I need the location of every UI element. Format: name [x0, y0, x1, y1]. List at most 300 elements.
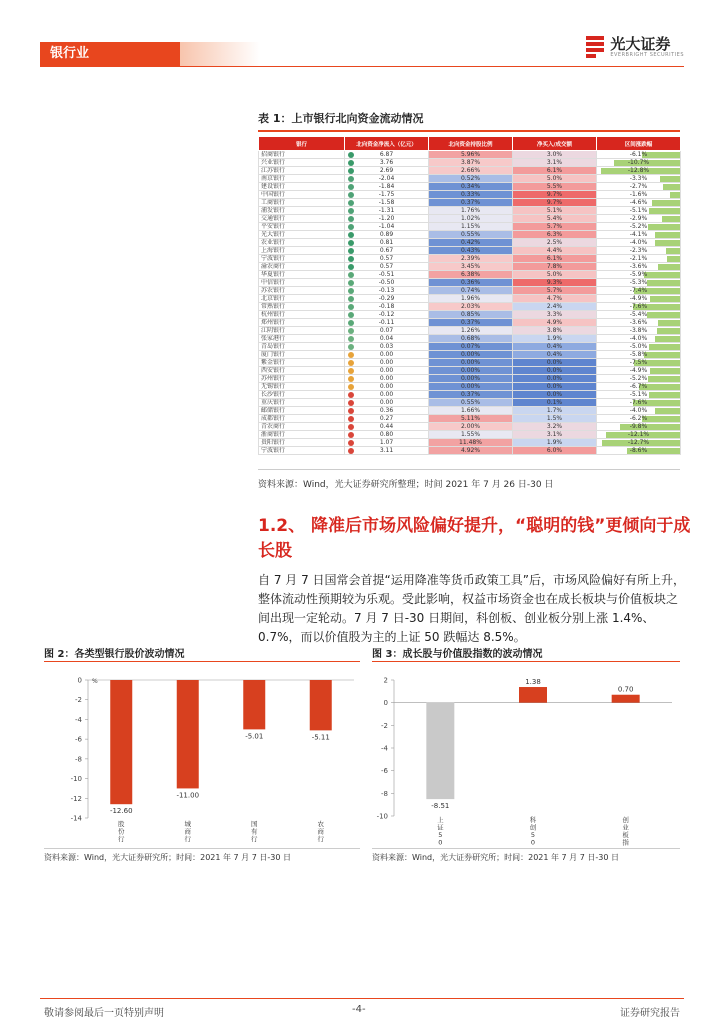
indicator-dot-icon — [348, 344, 354, 350]
net-inflow-cell: -0.11 — [345, 319, 429, 327]
buy-turnover-cell: 5.7% — [513, 223, 597, 231]
bank-name: 渝农商行 — [259, 263, 345, 271]
net-inflow-cell: 0.03 — [345, 343, 429, 351]
indicator-dot-icon — [348, 384, 354, 390]
change-cell: -6.2% — [597, 415, 681, 423]
bank-name: 招商银行 — [259, 151, 345, 159]
net-inflow-cell: 0.57 — [345, 263, 429, 271]
indicator-dot-icon — [348, 416, 354, 422]
bank-name: 兴业银行 — [259, 159, 345, 167]
indicator-dot-icon — [348, 304, 354, 310]
y-tick-label: -12 — [70, 794, 82, 803]
buy-turnover-cell: 0.1% — [513, 399, 597, 407]
indicator-dot-icon — [348, 432, 354, 438]
fig2-title: 图 2：各类型银行股价波动情况 — [44, 649, 185, 660]
change-cell: -5.2% — [597, 223, 681, 231]
bar-value-label: -8.51 — [431, 802, 450, 811]
buy-turnover-cell: 5.0% — [513, 175, 597, 183]
table-header-cell: 银行 — [259, 137, 345, 151]
fig3-bottom-line — [372, 848, 680, 849]
bank-name: 邮储银行 — [259, 407, 345, 415]
bank-name: 浙商银行 — [259, 431, 345, 439]
table-row — [259, 439, 681, 447]
change-cell: -5.0% — [597, 343, 681, 351]
net-inflow-cell: 0.89 — [345, 231, 429, 239]
fig3-title: 图 3：成长股与价值股指数的波动情况 — [372, 649, 543, 660]
holding-ratio-cell: 2.00% — [429, 423, 513, 431]
bar — [612, 695, 640, 703]
net-inflow-cell: -0.18 — [345, 303, 429, 311]
page-number: -4- — [352, 1004, 366, 1015]
indicator-dot-icon — [348, 272, 354, 278]
bank-name: 北京银行 — [259, 295, 345, 303]
bar-value-label: -11.00 — [176, 791, 200, 800]
footer-divider — [40, 998, 684, 999]
change-bar — [648, 224, 680, 230]
table-row — [259, 375, 681, 383]
holding-ratio-cell: 0.36% — [429, 279, 513, 287]
bar-value-label: -12.60 — [109, 807, 133, 816]
table-row — [259, 383, 681, 391]
holding-ratio-cell: 1.76% — [429, 207, 513, 215]
table-row — [259, 327, 681, 335]
holding-ratio-cell: 0.00% — [429, 367, 513, 375]
buy-turnover-cell: 6.0% — [513, 447, 597, 455]
buy-turnover-cell: 0.0% — [513, 391, 597, 399]
category-label: 上证 5 0 — [437, 816, 444, 846]
change-cell: -10.7% — [597, 159, 681, 167]
change-cell: -5.8% — [597, 351, 681, 359]
net-inflow-cell: -0.12 — [345, 311, 429, 319]
fig3-chart — [372, 666, 680, 846]
table-row — [259, 215, 681, 223]
change-bar — [655, 408, 680, 414]
bar-value-label: -5.01 — [245, 732, 264, 741]
buy-turnover-cell: 4.9% — [513, 319, 597, 327]
buy-turnover-cell: 3.1% — [513, 159, 597, 167]
header-gradient — [180, 42, 260, 66]
bank-name: 光大银行 — [259, 231, 345, 239]
fig3-divider — [372, 661, 680, 662]
net-inflow-cell: 2.69 — [345, 167, 429, 175]
net-inflow-cell: 0.57 — [345, 255, 429, 263]
bank-flow-table — [258, 130, 680, 470]
change-cell: -7.6% — [597, 399, 681, 407]
table-row — [259, 175, 681, 183]
holding-ratio-cell: 0.00% — [429, 359, 513, 367]
fig3-source: 资料来源：Wind，光大证券研究所；时间：2021 年 7 月 7 日-30 日 — [372, 853, 619, 862]
change-cell: -5.2% — [597, 375, 681, 383]
indicator-dot-icon — [348, 200, 354, 206]
brand-mark-icon — [586, 36, 604, 58]
net-inflow-cell: 0.00 — [345, 359, 429, 367]
holding-ratio-cell: 2.03% — [429, 303, 513, 311]
header-divider — [40, 66, 684, 67]
change-cell: -5.1% — [597, 207, 681, 215]
table-row — [259, 415, 681, 423]
bank-name: 农业银行 — [259, 239, 345, 247]
net-inflow-cell: 0.00 — [345, 375, 429, 383]
bank-name: 上海银行 — [259, 247, 345, 255]
indicator-dot-icon — [348, 256, 354, 262]
holding-ratio-cell: 0.00% — [429, 351, 513, 359]
change-cell: -12.8% — [597, 167, 681, 175]
change-cell: -5.1% — [597, 391, 681, 399]
table-row — [259, 183, 681, 191]
change-bar — [655, 232, 680, 238]
holding-ratio-cell: 0.74% — [429, 287, 513, 295]
change-cell: -2.9% — [597, 215, 681, 223]
indicator-dot-icon — [348, 168, 354, 174]
change-bar — [649, 392, 680, 398]
table-header-row — [259, 137, 681, 151]
holding-ratio-cell: 0.85% — [429, 311, 513, 319]
bank-name: 无锡银行 — [259, 383, 345, 391]
buy-turnover-cell: 6.1% — [513, 167, 597, 175]
footer-disclaimer: 敬请参阅最后一页特别声明 — [44, 1008, 164, 1019]
table-row — [259, 231, 681, 239]
change-cell: -4.0% — [597, 239, 681, 247]
indicator-dot-icon — [348, 216, 354, 222]
change-cell: -4.6% — [597, 199, 681, 207]
indicator-dot-icon — [348, 248, 354, 254]
holding-ratio-cell: 0.55% — [429, 231, 513, 239]
change-cell: -7.5% — [597, 359, 681, 367]
table-title: 表 1：上市银行北向资金流动情况 — [258, 112, 424, 125]
indicator-dot-icon — [348, 152, 354, 158]
change-bar — [620, 424, 680, 430]
buy-turnover-cell: 4.7% — [513, 295, 597, 303]
bank-name: 中国银行 — [259, 191, 345, 199]
indicator-dot-icon — [348, 224, 354, 230]
holding-ratio-cell: 1.66% — [429, 407, 513, 415]
holding-ratio-cell: 1.02% — [429, 215, 513, 223]
holding-ratio-cell: 0.00% — [429, 375, 513, 383]
net-inflow-cell: 0.36 — [345, 407, 429, 415]
holding-ratio-cell: 0.55% — [429, 399, 513, 407]
table-row — [259, 343, 681, 351]
table-row — [259, 287, 681, 295]
net-inflow-cell: 0.80 — [345, 431, 429, 439]
table-row — [259, 255, 681, 263]
change-cell: -2.7% — [597, 183, 681, 191]
change-bar — [650, 368, 680, 374]
table-row — [259, 399, 681, 407]
y-tick-label: -8 — [381, 789, 388, 798]
table-row — [259, 207, 681, 215]
buy-turnover-cell: 6.3% — [513, 231, 597, 239]
net-inflow-cell: -0.51 — [345, 271, 429, 279]
indicator-dot-icon — [348, 360, 354, 366]
change-cell: -3.8% — [597, 327, 681, 335]
bank-name: 苏州银行 — [259, 375, 345, 383]
net-inflow-cell: 6.87 — [345, 151, 429, 159]
change-cell: -12.7% — [597, 439, 681, 447]
table-header-cell: 北向资金净流入（亿元） — [345, 137, 429, 151]
change-cell: -4.0% — [597, 335, 681, 343]
bar-value-label: -5.11 — [311, 733, 330, 742]
buy-turnover-cell: 3.3% — [513, 311, 597, 319]
buy-turnover-cell: 9.7% — [513, 199, 597, 207]
holding-ratio-cell: 3.87% — [429, 159, 513, 167]
footer-report-type: 证券研究报告 — [620, 1008, 680, 1019]
y-tick-label: 2 — [383, 676, 388, 685]
table-row — [259, 263, 681, 271]
buy-turnover-cell: 3.8% — [513, 327, 597, 335]
net-inflow-cell: 0.67 — [345, 247, 429, 255]
holding-ratio-cell: 0.00% — [429, 383, 513, 391]
bar — [243, 680, 265, 729]
bank-name: 交通银行 — [259, 215, 345, 223]
buy-turnover-cell: 6.1% — [513, 255, 597, 263]
bank-name: 西安银行 — [259, 367, 345, 375]
category-label: 城商行 — [184, 820, 191, 843]
net-inflow-cell: 0.00 — [345, 351, 429, 359]
change-bar — [644, 352, 680, 358]
bank-name: 张家港行 — [259, 335, 345, 343]
indicator-dot-icon — [348, 296, 354, 302]
change-bar — [649, 344, 680, 350]
y-tick-label: -8 — [75, 755, 82, 764]
buy-turnover-cell: 3.0% — [513, 151, 597, 159]
buy-turnover-cell: 9.7% — [513, 191, 597, 199]
indicator-dot-icon — [348, 288, 354, 294]
buy-turnover-cell: 4.4% — [513, 247, 597, 255]
buy-turnover-cell: 0.0% — [513, 359, 597, 367]
net-inflow-cell: -2.04 — [345, 175, 429, 183]
holding-ratio-cell: 0.68% — [429, 335, 513, 343]
change-bar — [652, 200, 680, 206]
holding-ratio-cell: 0.37% — [429, 199, 513, 207]
table-header-cell: 区间涨跌幅 — [597, 137, 681, 151]
indicator-dot-icon — [348, 192, 354, 198]
holding-ratio-cell: 0.37% — [429, 319, 513, 327]
change-cell: -12.1% — [597, 431, 681, 439]
holding-ratio-cell: 1.26% — [429, 327, 513, 335]
change-cell: -7.6% — [597, 303, 681, 311]
indicator-dot-icon — [348, 440, 354, 446]
table-row — [259, 199, 681, 207]
change-bar — [658, 320, 680, 326]
net-inflow-cell: 1.07 — [345, 439, 429, 447]
table-row — [259, 447, 681, 455]
net-inflow-cell: -1.31 — [345, 207, 429, 215]
change-bar — [662, 216, 680, 222]
bank-name: 紫金银行 — [259, 359, 345, 367]
net-inflow-cell: 0.00 — [345, 391, 429, 399]
holding-ratio-cell: 0.52% — [429, 175, 513, 183]
bank-table — [258, 136, 681, 455]
industry-tag: 银行业 — [40, 42, 180, 66]
y-tick-label: -2 — [75, 696, 82, 705]
category-label: 国有行 — [251, 820, 258, 843]
indicator-dot-icon — [348, 408, 354, 414]
indicator-dot-icon — [348, 320, 354, 326]
y-tick-label: -6 — [381, 767, 388, 776]
bank-name: 华夏银行 — [259, 271, 345, 279]
holding-ratio-cell: 4.92% — [429, 447, 513, 455]
change-cell: -3.6% — [597, 263, 681, 271]
fig2-source: 资料来源：Wind，光大证券研究所；时间：2021 年 7 月 7 日-30 日 — [44, 853, 291, 862]
table-source: 资料来源：Wind，光大证券研究所整理；时间 2021 年 7 月 26 日-30 日 — [258, 480, 554, 490]
bank-name: 南京银行 — [259, 175, 345, 183]
bar — [426, 703, 454, 799]
indicator-dot-icon — [348, 424, 354, 430]
brand-name-en: EVERBRIGHT SECURITIES — [610, 52, 684, 58]
bank-name: 重庆银行 — [259, 399, 345, 407]
buy-turnover-cell: 5.0% — [513, 271, 597, 279]
bar-value-label: 1.38 — [525, 678, 541, 687]
bar — [310, 680, 332, 730]
holding-ratio-cell: 2.66% — [429, 167, 513, 175]
buy-turnover-cell: 0.0% — [513, 383, 597, 391]
net-inflow-cell: 0.00 — [345, 383, 429, 391]
y-tick-label: -14 — [70, 814, 82, 823]
table-row — [259, 431, 681, 439]
table-row — [259, 319, 681, 327]
buy-turnover-cell: 2.4% — [513, 303, 597, 311]
buy-turnover-cell: 5.4% — [513, 215, 597, 223]
change-bar — [647, 312, 680, 318]
table-header-cell: 北向资金持股比例 — [429, 137, 513, 151]
bar — [110, 680, 132, 804]
table-row — [259, 167, 681, 175]
category-label: 创业板指 — [622, 816, 629, 846]
net-inflow-cell: -1.75 — [345, 191, 429, 199]
buy-turnover-cell: 7.8% — [513, 263, 597, 271]
table-row — [259, 407, 681, 415]
change-bar — [644, 272, 680, 278]
net-inflow-cell: 3.76 — [345, 159, 429, 167]
bank-name: 贵阳银行 — [259, 439, 345, 447]
buy-turnover-cell: 1.5% — [513, 415, 597, 423]
bank-name: 长沙银行 — [259, 391, 345, 399]
holding-ratio-cell: 1.96% — [429, 295, 513, 303]
bank-name: 青岛银行 — [259, 343, 345, 351]
change-cell: -7.4% — [597, 287, 681, 295]
section-paragraph: 自 7 月 7 日国常会首提“运用降准等货币政策工具”后，市场风险偏好有所上升，整体流动性预期较为乐观。受此影响，权益市场资金也在成长板块与价值板块之间出现一定轮动。7 月 7 日-30 日期间，科创板、创业板分别上涨 1.4%、0.7%，而以价值股为主的上证 50 跌幅达 8.5%。 — [258, 573, 685, 644]
holding-ratio-cell: 0.37% — [429, 391, 513, 399]
buy-turnover-cell: 0.4% — [513, 351, 597, 359]
brand-logo — [586, 36, 684, 58]
indicator-dot-icon — [348, 160, 354, 166]
bank-name: 成都银行 — [259, 415, 345, 423]
indicator-dot-icon — [348, 280, 354, 286]
net-inflow-cell: -1.04 — [345, 223, 429, 231]
fig2-chart — [44, 666, 360, 846]
buy-turnover-cell: 5.5% — [513, 183, 597, 191]
indicator-dot-icon — [348, 232, 354, 238]
change-bar — [649, 208, 680, 214]
table-row — [259, 367, 681, 375]
table-row — [259, 191, 681, 199]
change-cell: -4.9% — [597, 367, 681, 375]
change-cell: -1.6% — [597, 191, 681, 199]
net-inflow-cell: 0.27 — [345, 415, 429, 423]
table-row — [259, 271, 681, 279]
indicator-dot-icon — [348, 328, 354, 334]
indicator-dot-icon — [348, 448, 354, 454]
change-cell: -6.7% — [597, 383, 681, 391]
bank-name: 郑州银行 — [259, 319, 345, 327]
net-inflow-cell: 0.44 — [345, 423, 429, 431]
change-cell: -4.1% — [597, 231, 681, 239]
change-cell: -9.8% — [597, 423, 681, 431]
buy-turnover-cell: 9.3% — [513, 279, 597, 287]
holding-ratio-cell: 1.15% — [429, 223, 513, 231]
holding-ratio-cell: 2.39% — [429, 255, 513, 263]
bank-name: 中信银行 — [259, 279, 345, 287]
buy-turnover-cell: 1.9% — [513, 439, 597, 447]
fig2-divider — [44, 661, 360, 662]
bank-name: 青农商行 — [259, 423, 345, 431]
change-cell: -5.4% — [597, 311, 681, 319]
category-label: 股份行 — [118, 820, 125, 843]
change-cell: -5.3% — [597, 279, 681, 287]
bank-name: 建设银行 — [259, 183, 345, 191]
change-bar — [648, 376, 680, 382]
indicator-dot-icon — [348, 208, 354, 214]
brand-name: 光大证券 — [610, 35, 671, 53]
y-unit-label: % — [92, 678, 98, 685]
table-row — [259, 151, 681, 159]
category-label: 科创 5 0 — [529, 816, 537, 846]
net-inflow-cell: -0.29 — [345, 295, 429, 303]
y-tick-label: -6 — [75, 735, 82, 744]
change-bar — [655, 336, 680, 342]
indicator-dot-icon — [348, 176, 354, 182]
net-inflow-cell: 0.00 — [345, 367, 429, 375]
net-inflow-cell: -0.50 — [345, 279, 429, 287]
bank-name: 常熟银行 — [259, 303, 345, 311]
bank-name: 江阴银行 — [259, 327, 345, 335]
table-row — [259, 223, 681, 231]
indicator-dot-icon — [348, 336, 354, 342]
change-bar — [660, 176, 680, 182]
change-bar — [670, 192, 680, 198]
change-cell: -4.9% — [597, 295, 681, 303]
y-tick-label: -10 — [376, 812, 388, 821]
fig2-bottom-line — [44, 848, 360, 849]
indicator-dot-icon — [348, 376, 354, 382]
change-bar — [655, 240, 680, 246]
table-body — [259, 151, 681, 455]
holding-ratio-cell: 0.42% — [429, 239, 513, 247]
net-inflow-cell: -1.20 — [345, 215, 429, 223]
net-inflow-cell: 0.04 — [345, 335, 429, 343]
y-tick-label: -10 — [70, 775, 82, 784]
buy-turnover-cell: 1.7% — [513, 407, 597, 415]
y-tick-label: -4 — [75, 715, 82, 724]
indicator-dot-icon — [348, 312, 354, 318]
table-row — [259, 239, 681, 247]
table-row — [259, 159, 681, 167]
y-tick-label: -4 — [381, 744, 388, 753]
buy-turnover-cell: 5.7% — [513, 287, 597, 295]
category-label: 农商行 — [317, 820, 324, 843]
bank-name: 厦门银行 — [259, 351, 345, 359]
buy-turnover-cell: 3.1% — [513, 431, 597, 439]
holding-ratio-cell: 0.33% — [429, 191, 513, 199]
net-inflow-cell: -0.13 — [345, 287, 429, 295]
bank-name: 平安银行 — [259, 223, 345, 231]
change-cell: -6.1% — [597, 151, 681, 159]
y-tick-label: -2 — [381, 721, 388, 730]
change-bar — [658, 264, 680, 270]
holding-ratio-cell: 11.48% — [429, 439, 513, 447]
holding-ratio-cell: 0.34% — [429, 183, 513, 191]
net-inflow-cell: 0.07 — [345, 327, 429, 335]
